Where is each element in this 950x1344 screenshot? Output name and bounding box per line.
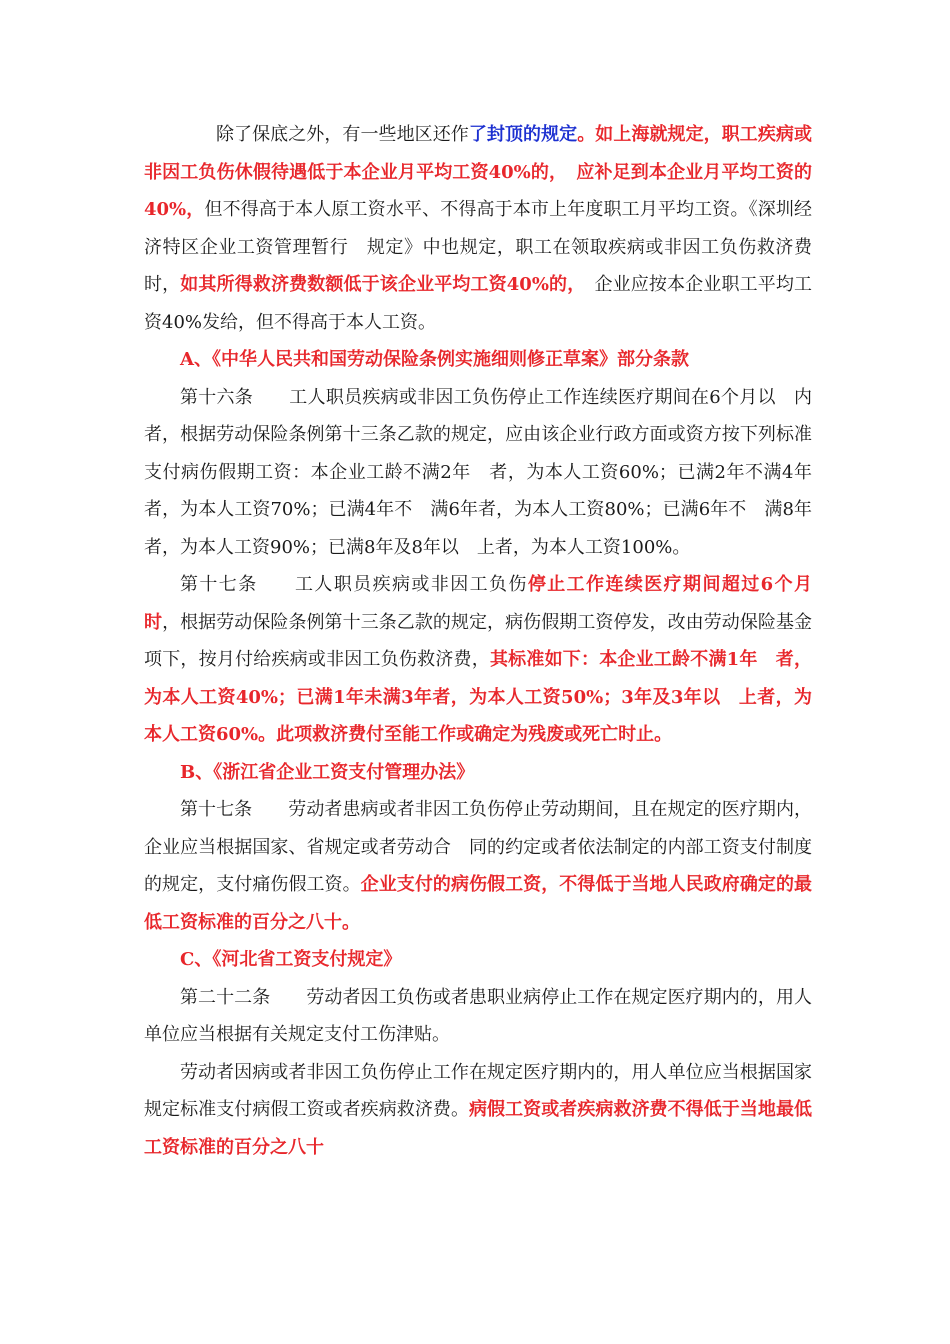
article-16-label: 第十六条	[180, 386, 254, 408]
intro-text-1: 除了保底之外，有一些地区还作	[216, 124, 469, 145]
intro-text-2: 但不得高于本人原工资水平、不得高于本市上年度职工月平均工资。《深圳经济特区企业工资管理暂行 规定》中也规定，职工在领取疾病或非因工负伤救济费时，	[144, 199, 813, 295]
article-17a-label: 第十七条	[180, 574, 258, 595]
article-16-paragraph	[144, 379, 812, 567]
article-22-paragraph	[144, 979, 812, 1054]
article-22-text: 劳动者因工负伤或者患职业病停止工作在规定医疗期内的，用人单位应当根据有关规定支付工伤津贴。	[144, 986, 813, 1045]
article-17b-label: 第十七条	[180, 799, 253, 820]
article-17a-highlight-2: 其标准如下：本企业工龄不满1年 者，为本人工资40%；已满1年未满3年者，为本人工资50%；3年及3年以 上者，为本人工资60%。此项救济费付至能工作或确定为残废或死亡时止。	[144, 649, 813, 745]
article-17a-text-2: ，根据劳动保险条例第十三条乙款的规定，病伤假期工资停发，改由劳动保险基金项下，按月付给疾病或非因工负伤救济费，	[144, 611, 813, 670]
article-17b-text: 劳动者患病或者非因工负伤停止劳动期间，且在规定的医疗期内，企业应当根据国家、省规定或者劳动合 同的约定或者依法制定的内部工资支付制度的规定，支付痛伤假工资。	[144, 799, 813, 895]
heading-a: A、《中华人民共和国劳动保险条例实施细则修正草案》部分条款	[180, 349, 689, 370]
article-16-text: 工人职员疾病或非因工负伤停止工作连续医疗期间在6个月以 内者，根据劳动保险条例第十三条乙款的规定，应由该企业行政方面或资方按下列标准支付病伤假期工资：本企业工龄不满2年 者，为本人工资60%；已满2年不满4年者，为本人工资70%；已满4年不 满6年者，为本人工资80%；已满6年不 满8年者，为本人工资90%；已满8年及8年以 上者，为本人工资100%。	[144, 386, 813, 558]
final-paragraph	[144, 1054, 812, 1167]
intro-paragraph	[144, 116, 812, 341]
article-17b-highlight: 企业支付的病伤假工资，不得低于当地人民政府确定的最低工资标准的百分之八十。	[144, 874, 813, 933]
intro-highlight-red-1: 。如上海就规定，职工疾病或非因工负伤休假待遇低于本企业月平均工资40%的， 应补足到本企业月平均工资的40%，	[144, 124, 812, 220]
intro-highlight-blue: 了封顶的规定	[468, 124, 578, 145]
article-17a-paragraph	[144, 566, 830, 754]
heading-b: B、《浙江省企业工资支付管理办法》	[180, 761, 475, 783]
article-22-label: 第二十二条	[180, 986, 271, 1008]
document-body	[144, 116, 830, 1166]
final-highlight: 病假工资或者疾病救济费不得低于当地最低工资标准的百分之八十	[144, 1099, 812, 1158]
intro-highlight-red-2: 如其所得救济费数额低于该企业平均工资40%的，	[180, 274, 577, 295]
final-text: 劳动者因病或者非因工负伤停止工作在规定医疗期内的，用人单位应当根据国家规定标准支付病假工资或者疾病救济费。	[144, 1061, 812, 1120]
article-17a-text-1: 工人职员疾病或非因工负伤	[293, 574, 528, 595]
article-17b-paragraph	[144, 791, 812, 941]
heading-c: C、《河北省工资支付规定》	[180, 949, 402, 970]
intro-text-3: 企业应按本企业职工平均工资40%发给，但不得高于本人工资。	[144, 274, 813, 333]
article-17a-highlight-1: 停止工作连续医疗期间超过6个月 时	[144, 574, 830, 633]
